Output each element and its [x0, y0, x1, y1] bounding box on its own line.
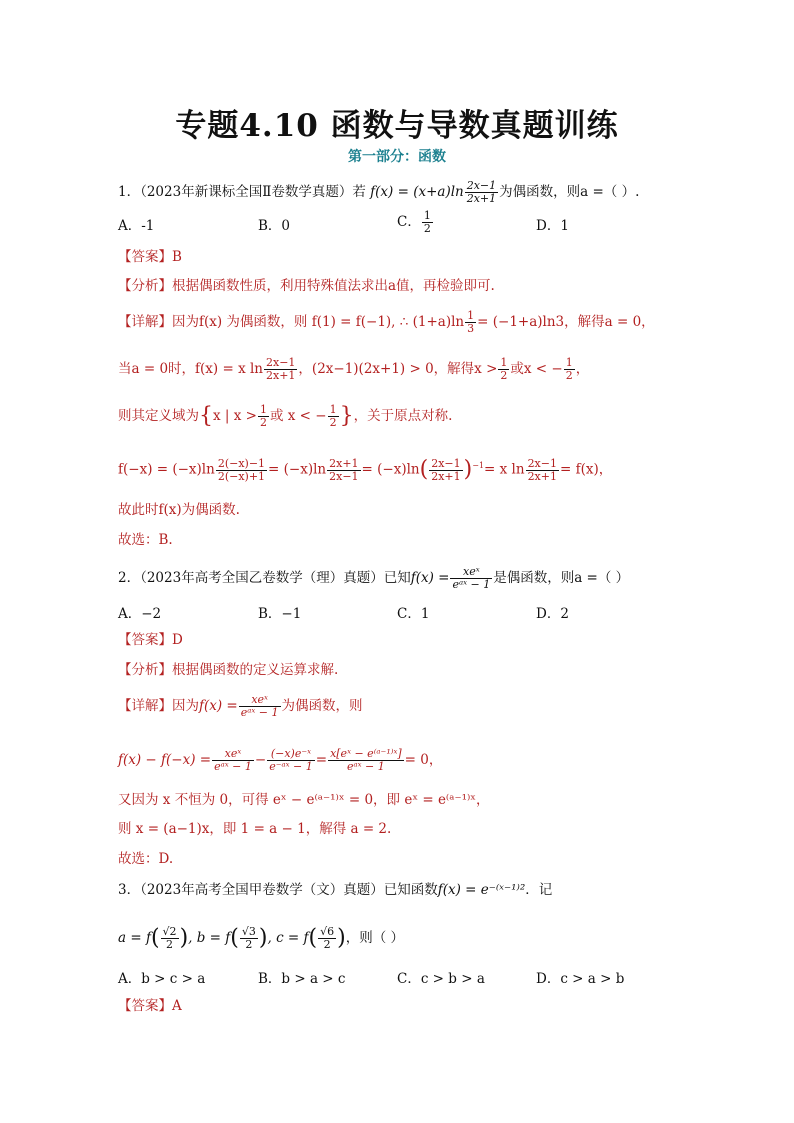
- q1-detail-line1: 【详解】因为f(x) 为偶函数，则 f(1) = f(−1), ∴ (1+a)ln $\frac{1}{3}$ = (−1+a)ln3，解得a = 0，: [118, 309, 655, 335]
- q2-detail-line1: 【详解】因为f(x) = $\frac{\text{xeˣ}}{\text{eᵃˣ − 1}}$ 为偶函数，则: [118, 693, 363, 719]
- section-subtitle: 第一部分：函数: [348, 149, 446, 165]
- q1-conclusion: 故此时f(x)为偶函数.: [118, 502, 240, 518]
- q2-analysis: 【分析】根据偶函数的定义运算求解.: [118, 662, 339, 678]
- q2-detail-line2: f(x) − f(−x) = $\frac{\text{xeˣ}}{\text{eᵃˣ − 1}}$ − $\frac{\text{(−x)e⁻ˣ}}{\text{e⁻ᵃˣ − 1}}$ = $\frac{\text{x[eˣ − e⁽ᵃ⁻¹⁾ˣ]}}{\text{eᵃˣ − 1}}$ = 0，: [118, 747, 443, 773]
- q1-answer: 【答案】B: [118, 249, 182, 265]
- q2-option-c: C．1: [397, 606, 430, 622]
- q1-option-d: D．1: [536, 218, 569, 234]
- q3-line2: a = f( $\frac{√2}{2}$ ), b = f( $\frac{√3}{2}$ ), c = f( $\frac{√6}{2}$ )，则（ ）: [118, 925, 405, 951]
- q3-option-d: D．c > a > b: [536, 971, 625, 987]
- q1-option-a: A．-1: [118, 218, 155, 234]
- q1-detail-line3: 则其定义域为{x | x > $\frac{1}{2}$ 或 x < − $\frac{1}{2}$ }，关于原点对称.: [118, 403, 453, 429]
- q1-option-c: C． $\frac{1}{2}$: [397, 209, 431, 235]
- q1-stem: 1．（2023年新课标全国Ⅱ卷数学真题）若 f(x) = (x+a)ln $\frac{2x-1}{2x+1}$ 为偶函数，则a =（ ）.: [118, 179, 640, 205]
- q2-answer: 【答案】D: [118, 632, 183, 648]
- q2-detail-line4: 则 x = (a−1)x，即 1 = a − 1，解得 a = 2.: [118, 821, 392, 837]
- q1-detail-line4: f(−x) = (−x)ln $\frac{2(-x)-1}{2(-x)+1}$ = (−x)ln $\frac{2x+1}{2x-1}$ = (−x)ln( $\frac{2x-1}{2x+1}$ )$^{-1}$= x ln $\frac{2x-1}{2x+1}$ = f(x)，: [118, 456, 613, 483]
- q3-answer: 【答案】A: [118, 998, 182, 1014]
- q3-option-b: B．b > a > c: [258, 971, 346, 987]
- q2-detail-line3: 又因为 x 不恒为 0，可得 eˣ − e⁽ᵃ⁻¹⁾ˣ = 0，即 eˣ = e⁽ᵃ⁻¹⁾ˣ，: [118, 792, 490, 808]
- q2-stem: 2．（2023年高考全国乙卷数学（理）真题）已知f(x) = $\frac{\text{xeˣ}}{\text{eᵃˣ − 1}}$ 是偶函数，则a =（ ）: [118, 565, 630, 591]
- q1-choice: 故选：B.: [118, 532, 173, 548]
- page-title: 专题4.10 函数与导数真题训练: [175, 108, 619, 144]
- q2-option-d: D．2: [536, 606, 569, 622]
- q1-analysis: 【分析】根据偶函数性质，利用特殊值法求出a值，再检验即可.: [118, 278, 495, 294]
- q2-choice: 故选：D.: [118, 851, 174, 867]
- q2-option-b: B．−1: [258, 606, 302, 622]
- q3-option-a: A．b > c > a: [118, 971, 206, 987]
- q1-fraction: $\frac{2x-1}{2x+1}$: [466, 179, 497, 205]
- q3-option-c: C．c > b > a: [397, 971, 485, 987]
- q1-option-b: B．0: [258, 218, 291, 234]
- q1-detail-line2: 当a = 0时，f(x) = x ln $\frac{2x-1}{2x+1}$ ，(2x−1)(2x+1) > 0，解得x > $\frac{1}{2}$ 或x < − $\frac{1}{2}$ ，: [118, 356, 590, 382]
- q3-stem: 3．（2023年高考全国甲卷数学（文）真题）已知函数f(x) = e⁻⁽ˣ⁻¹⁾²．记: [118, 882, 553, 898]
- q2-option-a: A．−2: [118, 606, 162, 622]
